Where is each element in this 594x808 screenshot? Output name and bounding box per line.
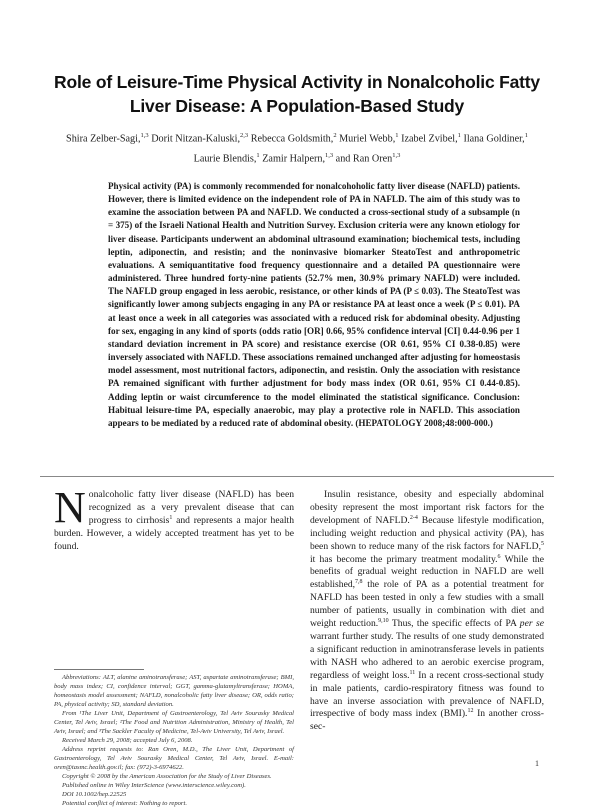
footnote-received: Received March 29, 2008; accepted July 6, 2008.: [62, 737, 193, 744]
author-affiliation: 1: [524, 132, 528, 139]
author-affiliation: 1,3: [325, 152, 334, 160]
author: Ilana Goldiner,: [460, 133, 525, 145]
author: Zamir Halpern,: [259, 153, 325, 165]
body-paragraph: [310, 489, 544, 734]
author-affiliation: 1,3: [140, 132, 149, 139]
author-affiliation: 2,3: [240, 132, 249, 139]
italic-term: per se: [519, 618, 544, 630]
citation: 9,10: [378, 617, 389, 624]
author: Dorit Nitzan-Kaluski,: [148, 133, 241, 145]
footnote-copyright: Copyright © 2008 by the American Association for the Study of Liver Diseases.: [62, 773, 272, 780]
body-text: In a recent cross-sectional study in male patients, cardio-respiratory fitness was found to have an inverse association with prevalence of NAFLD, irrespective of body mass index (BMI).: [310, 669, 544, 720]
intro-text-continued: and represents a major health burden. However, a widely accepted treatment has yet to be found.: [54, 514, 294, 552]
footnote-conflict: Potential conflict of interest: Nothing to report.: [62, 800, 187, 807]
footnote-address: Address reprint requests to: Ran Oren, M.D., The Liver Unit, Department of Gastroenterology, Tel Aviv Sourasky Medical Center, Tel Aviv, Israel. E-mail: oren@tasmc.health.gov.il; fax: (972)-3-6974622.: [54, 746, 294, 771]
author-affiliation: 1: [457, 132, 461, 139]
body-text: it has become the primary treatment modality.: [310, 553, 498, 565]
author-list: [50, 127, 544, 168]
author: Muriel Webb,: [336, 133, 396, 145]
author: Shira Zelber-Sagi,: [66, 133, 141, 145]
author: Rebecca Goldsmith,: [248, 133, 334, 145]
body-text: warrant further study. The results of one study demonstrated a significant reduction in aminotransferase levels in patients with NASH who adhered to an aerobic exercise program, regardless of weight loss.: [310, 630, 544, 681]
footnotes: [54, 669, 294, 808]
body-text: Insulin resistance, obesity and especially abdominal obesity represent the most important risk factors for the development of NAFLD.: [310, 489, 544, 526]
article-title: Role of Leisure-Time Physical Activity in Nonalcoholic Fatty Liver Disease: A Population-Based Study: [54, 72, 540, 116]
author: Izabel Zvibel,: [398, 133, 458, 145]
abstract: Physical activity (PA) is commonly recommended for nonalcohoholic fatty liver disease (NAFLD) patients. However, there is limited evidence on the independent role of PA in NAFLD. The aim of this study was to examine the association between PA and NAFLD. We conducted a cross-sectional study of a subsample (n = 375) of the Israeli National Health and Nutrition Survey. Exclusion criteria were any known etiology for liver disease. Participants underwent an abdominal ultrasound examination; biochemical tests, including leptin, adiponectin, and resistin; and the noninvasive biomarker SteatoTest and anthropometric evaluations. A semiquantitative food frequency questionnaire and a detailed PA questionnaire were administered. Three hundred forty-nine patients (52.7% men, 30.9% primary NAFLD) were included. The NAFLD group engaged in less aerobic, resistance, or other kinds of PA (P ≤ 0.03). The SteatoTest was significantly lower among subjects engaging in any PA or resistance PA at least once a week (P ≤ 0.01). PA at least once a week in all categories was associated with a reduced risk for abdominal obesity. Adjusting for sex, engaging in any kind of sports (odds ratio [OR] 0.66, 95% confidence interval [CI] 0.44-0.96 per 1 standard deviation increment in PA score) and resistance exercise (OR 0.61, 95% CI 0.38-0.85) were inversely associated with NAFLD. These associations remained unchanged after adjusting for homeostasis model assessment, most nutritional factors, adiponectin, and resistin. Only the association with resistance PA remained significant with further adjustment for body mass index (OR 0.61, 95% CI 0.44-0.85). Adding leptin or waist circumference to the model eliminated the statistical significance. Conclusion: Habitual leisure-time PA, especially anaerobic, may play a protective role in NAFLD. This association appears to be mediated by a reduced rate of abdominal obesity. (HEPATOLOGY 2008;48:000-000.): [108, 181, 520, 428]
author: and Ran Oren: [333, 153, 393, 165]
footnote-doi: DOI 10.1002/hep.22525: [62, 791, 127, 798]
left-column: [54, 483, 294, 554]
author: Laurie Blendis,: [193, 153, 257, 165]
footnote-divider: [54, 669, 144, 670]
body-text: Because lifestyle modification, including weight reduction and physical activity (PA), has been shown to reduce many of the risk factors for NAFLD,: [310, 514, 544, 552]
author-affiliation: 1: [256, 152, 260, 160]
authors-line-1: [50, 127, 544, 147]
citation: 11: [409, 669, 416, 676]
introduction-paragraph: [54, 483, 294, 554]
intro-text: onalcoholic fatty liver disease (NAFLD) has been recognized as a very prevalent disease that can progress to cirrhosis: [88, 489, 294, 526]
footnote-abbreviations: Abbreviations: ALT, alanine aminotransferase; AST, aspartate aminotransferase; BMI, body mass index; CI, confidence interval; GGT, gamma-glutamyltransferase; HOMA, homeostasis model assessment; NAFLD, nonalcoholic fatty liver disease; OR, odds ratio; PA, physical activity; SD, standard deviation.: [54, 674, 294, 708]
authors-line-2: [50, 147, 544, 167]
citation: 12: [467, 708, 474, 715]
citation: 5: [541, 540, 544, 547]
body-text: the role of PA as a potential treatment for NAFLD has been tested in only a few studies with a small number of patients, usually in combination with diet and weight reduction.: [310, 579, 544, 630]
drop-cap: N: [54, 483, 86, 532]
body-text: Thus, the specific effects of PA: [388, 618, 520, 630]
citation: 7,8: [355, 579, 363, 586]
right-column: [310, 489, 544, 734]
footnote-published: Published online in Wiley InterScience (www.interscience.wiley.com).: [62, 782, 246, 789]
body-text: In another cross-sec-: [310, 708, 544, 733]
citation: 6: [497, 553, 501, 560]
author-affiliation: 2: [333, 132, 337, 139]
section-divider: [40, 476, 554, 477]
citation: 2-4: [409, 514, 418, 521]
author-affiliation: 1: [395, 132, 399, 139]
citation: 1: [169, 514, 173, 521]
page-number: 1: [535, 759, 539, 768]
body-text: While the benefits of gradual weight reduction in NAFLD are well established,: [310, 553, 544, 591]
footnote-affiliations: From ¹The Liver Unit, Department of Gastroenterology, Tel Aviv Sourasky Medical Center, Tel Aviv, Israel; ²The Food and Nutrition Administration, Ministry of Health, Tel Aviv, Israel; and ³The Sackler Faculty of Medicine, Tel-Aviv University, Tel Aviv, Israel.: [54, 710, 294, 735]
author-affiliation: 1,3: [392, 152, 401, 160]
